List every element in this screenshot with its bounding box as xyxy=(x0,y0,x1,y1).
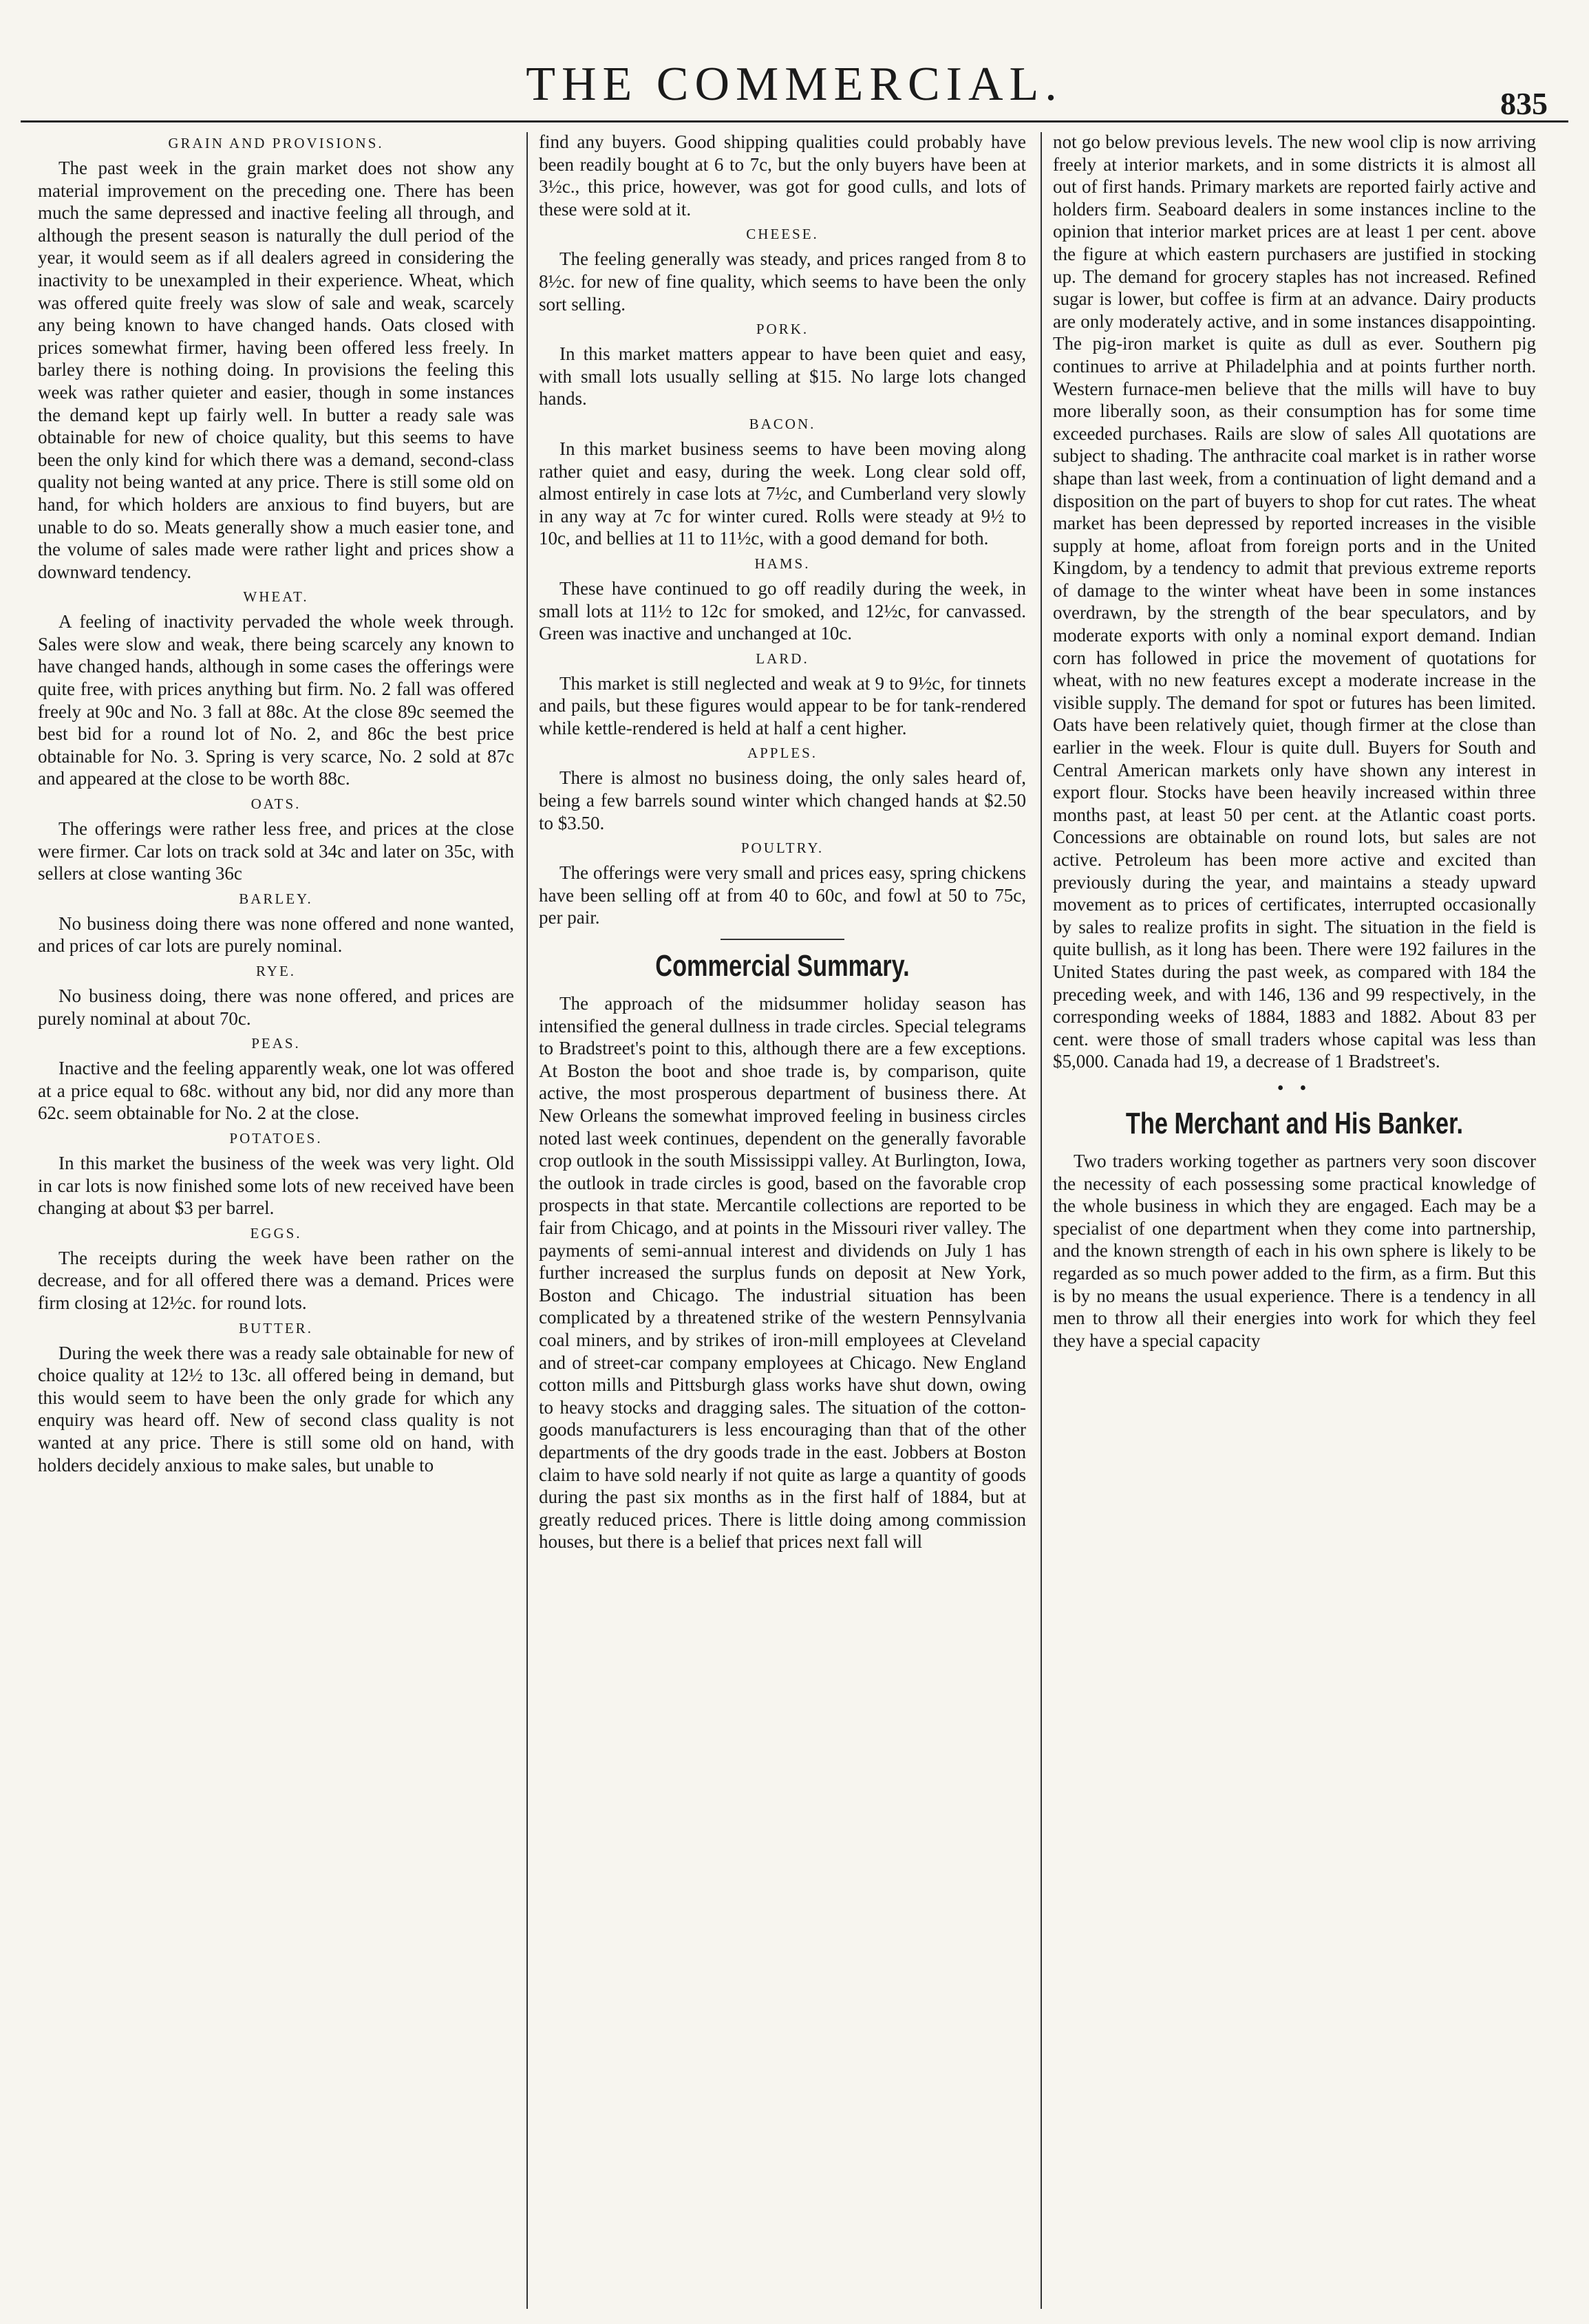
paragraph-poultry: The offerings were very small and prices easy, spring chickens have been selling off at from 40 to 60c, and fowl at 50 to 75c, per pair. xyxy=(539,862,1026,928)
heading-barley: BARLEY. xyxy=(239,890,313,907)
paragraph-grain: The past week in the grain market does not show any material improvement on the preceding one. There has been much the same depressed and inactive feeling all through, and although the present season is naturally the dull period of the year, it would seem as if all dealers agreed in considering the inactivity to be unexampled in their experience. Wheat, which was offered quite freely was slow of sale and weak, scarcely any being known to have changed hands. Oats closed with prices somewhat firmer, having been offered less freely. In barley there is nothing doing. In provisions the feeling this week was rather quieter and easier, though in some instances the demand kept up fairly well. In butter a ready sale was obtainable for new of choice quality, but this seems to have been the only kind for which there was a demand, second-class quality not being wanted at any price. There is still some old on hand, for which holders are anxious to find buyers, but are unable to do so. Meats generally show a much easier tone, and the volume of sales made were rather light and prices show a downward tendency. xyxy=(38,158,514,582)
heading-peas: PEAS. xyxy=(251,1035,301,1052)
heading-commercial-summary: Commercial Summary. xyxy=(655,949,910,983)
paragraph-commercial-summary: The approach of the midsummer holiday season has intensified the general dullness in trade circles. Special telegrams to Bradstreet's point to this, although there are a few exceptions. At Boston the boot and shoe trade is, by comparison, quite active, the most prosperous department of business there. At New Orleans the somewhat improved feeling in business circles noted last week continues, dependent on the generally favorable crop outlook in the south Mississippi valley. At Burlington, Iowa, the outlook in trade circles is good, based on the favorable crop prospects in that state. Mercantile collections are reported to be fair from Chicago, and at points in the Missouri river valley. The payments of semi-annual interest and dividends on July 1 has further increased the surplus funds on deposit at New York, Boston and Chicago. The industrial situation has been complicated by a threatened strike of the western Pennsylvania coal miners, and by strikes of iron-mill employees at Cleveland and of street-car company employees at Chicago. New England cotton mills and Pittsburgh glass works have shut down, owing to heavy stocks and dragging sales. The situation of the cotton-goods manufacturers is less encouraging than that of the other departments of the dry goods trade in the east. Jobbers at Boston claim to have sold nearly if not quite as large a quantity of goods during the past six months as in the first half of 1884, but at greatly reduced prices. There is little doing among commission houses, but there is a belief that prices next fall will xyxy=(539,993,1026,1553)
heading-potatoes: POTATOES. xyxy=(229,1129,323,1147)
paragraph-summary-continued: not go below previous levels. The new wool clip is now arriving freely at interior markets, and in some districts it is almost all out of first hands. Primary markets are reported fairly active and holders firm. Seaboard dealers in some instances incline to the opinion that interior market prices are at least 1 per cent. above the figure at which eastern purchasers are justified in stocking up. The demand for grocery staples has not increased. Refined sugar is lower, but coffee is firm at an advance. Dairy products are only moderately active, and in some instances disappointing. The pig-iron market is quite as dull as ever. Southern pig continues to arrive at Philadelphia and at points further north. Western furnace-men believe that the mills will have to buy more liberally soon, as their consumption has for some time exceeded purchases. Rails are slow of sales All quotations are subject to shading. The anthracite coal market is in rather worse shape than last week, from a continuation of light demand and a disposition on the part of buyers to shop for cut rates. The wheat market has been depressed by reported increases in the visible supply at home, afloat from foreign ports and in the United Kingdom, by a tendency to admit that previous extreme reports of damage to the winter wheat have been in some instances overdrawn, by the strength of the bear speculators, and by moderate exports with only a nominal export demand. Indian corn has followed in price the movement of quotations for wheat, with no new features except a moderate increase in the visible supply. The demand for spot or futures has been limited. Oats have been relatively quiet, though firmer at the close than earlier in the week. Flour is quite dull. Buyers for South and Central American markets only have shown any interest in export flour. Stocks have been heavily increased within three months past, at least 50 per cent. at the Atlantic coast ports. Concessions are obtainable on round lots, but sales are not active. Petroleum has been more active and excited than previously during the year, and maintains a steady upward movement as to prices of certificates, interrupted occasionally by sales to realize profits in sight. The situation in the field is quite bullish, as it long has been. There were 192 failures in the United States during the past week, as compared with 184 the preceding week, and with 146, 136 and 99 respectively, in the corresponding weeks of 1884, 1883 and 1882. About 83 per cent. were those of small traders whose capital was less than $5,000. Canada had 19, a decrease of 1 Bradstreet's. xyxy=(1053,131,1536,1072)
paragraph-wheat: A feeling of inactivity pervaded the whole week through. Sales were slow and weak, there being scarcely any known to have changed hands, although in some cases the offerings were quite free, with prices anything but firm. No. 2 fall was offered freely at 90c and No. 3 fall at 88c. At the close 89c seemed the best bid for a round lot of No. 2, and 86c the best price obtainable for No. 3. Spring is very scarce, No. 2 sold at 87c and appeared at the close to be worth 88c. xyxy=(38,611,514,789)
heading-rye: RYE. xyxy=(255,963,297,979)
heading-lard: LARD. xyxy=(756,650,809,667)
column-1 xyxy=(38,131,514,2310)
paragraph-eggs: The receipts during the week have been rather on the decrease, and for all offered there was a demand. Prices were firm closing at 12½c. for round lots. xyxy=(38,1247,514,1313)
heading-cheese: CHEESE. xyxy=(746,226,819,243)
page-number: 835 xyxy=(1500,86,1548,121)
section-divider xyxy=(721,939,844,941)
paragraph-merchant-and-banker: Two traders working together as partners very soon discover the necessity of each possessing some practical knowledge of the whole business in which they are engaged. Each may be a specialist of one department when they come into partnership, and the known strength of each in his own sphere is likely to be regarded as so much power added to the firm, as a firm. But this is by no means the usual experience. There is a tendency in all men to throw all their energies into work for which they feel they have a special capacity xyxy=(1053,1150,1536,1351)
heading-hams: HAMS. xyxy=(754,555,811,572)
paragraph-butter-continued: find any buyers. Good shipping qualities could probably have been readily bought at 6 to 7c, but the only buyers have been at 3½c., this price, however, was got for good culls, and lots of these were sold at it. xyxy=(539,131,1026,220)
paragraph-pork: In this market matters appear to have been quiet and easy, with small lots usually selling at $15. No large lots changed hands. xyxy=(539,343,1026,409)
paragraph-apples: There is almost no business doing, the only sales heard of, being a few barrels sound winter which changed hands at $2.50 to $3.50. xyxy=(539,767,1026,833)
paragraph-barley: No business doing there was none offered and none wanted, and prices of car lots are purely nominal. xyxy=(38,913,514,957)
heading-merchant-and-banker: The Merchant and His Banker. xyxy=(1125,1106,1464,1140)
paragraph-bacon: In this market business seems to have been moving along rather quiet and easy, during the week. Long clear sold off, almost entirely in case lots at 7½c, and Cumberland very slowly in any way at 7c for winter cured. Rolls were steady at 9½ to 10c, and bellies at 11 to 11½c, with a good demand for both. xyxy=(539,438,1026,549)
paragraph-butter: During the week there was a ready sale obtainable for new of choice quality at 12½ to 13c. all offered being in demand, but this would seem to have been the only grade for which any enquiry was heard off. New of second class quality is not wanted at any price. There is still some old on hand, with holders decidely anxious to make sales, but unable to xyxy=(38,1342,514,1475)
column-2 xyxy=(539,131,1026,2310)
paragraph-peas: Inactive and the feeling apparently weak, one lot was offered at a price equal to 68c. without any bid, nor did any more than 62c. seem obtainable for No. 2 at the close. xyxy=(38,1058,514,1124)
paragraph-rye: No business doing, there was none offered, and prices are purely nominal at about 70c. xyxy=(38,985,514,1029)
heading-butter: BUTTER. xyxy=(239,1319,313,1336)
header-rule xyxy=(21,120,1568,122)
heading-wheat: WHEAT. xyxy=(243,588,309,606)
paragraph-potatoes: In this market the business of the week was very light. Old in car lots is now finished some lots of new received have been changing at about $3 per barrel. xyxy=(38,1152,514,1219)
heading-grain-and-provisions: GRAIN AND PROVISIONS. xyxy=(168,135,384,151)
heading-apples: APPLES. xyxy=(747,745,818,762)
column-divider-1 xyxy=(526,132,528,2309)
masthead xyxy=(0,0,1589,120)
column-3 xyxy=(1053,131,1536,2310)
paragraph-hams: These have continued to go off readily during the week, in small lots at 11½ to 12c for smoked, and 12½c, for canvassed. Green was inactive and unchanged at 10c. xyxy=(539,577,1026,644)
heading-pork: PORK. xyxy=(756,321,809,338)
heading-bacon: BACON. xyxy=(749,415,816,432)
newspaper-title: THE COMMERCIAL. xyxy=(526,58,1063,111)
paragraph-oats: The offerings were rather less free, and prices at the close were firmer. Car lots on track sold at 34c and later on 35c, with sellers at close wanting 36c xyxy=(38,818,514,884)
paragraph-cheese: The feeling generally was steady, and prices ranged from 8 to 8½c. for new of fine quality, which seems to have been the only sort selling. xyxy=(539,248,1026,315)
column-divider-2 xyxy=(1041,132,1042,2309)
ornament-separator: • • xyxy=(1277,1077,1312,1099)
heading-oats: OATS. xyxy=(250,796,301,813)
paragraph-lard: This market is still neglected and weak at 9 to 9½c, for tinnets and pails, but these figures would appear to be for tank-rendered while kettle-rendered is held at half a cent higher. xyxy=(539,672,1026,738)
heading-poultry: POULTRY. xyxy=(740,840,824,857)
heading-eggs: EGGS. xyxy=(250,1224,302,1241)
